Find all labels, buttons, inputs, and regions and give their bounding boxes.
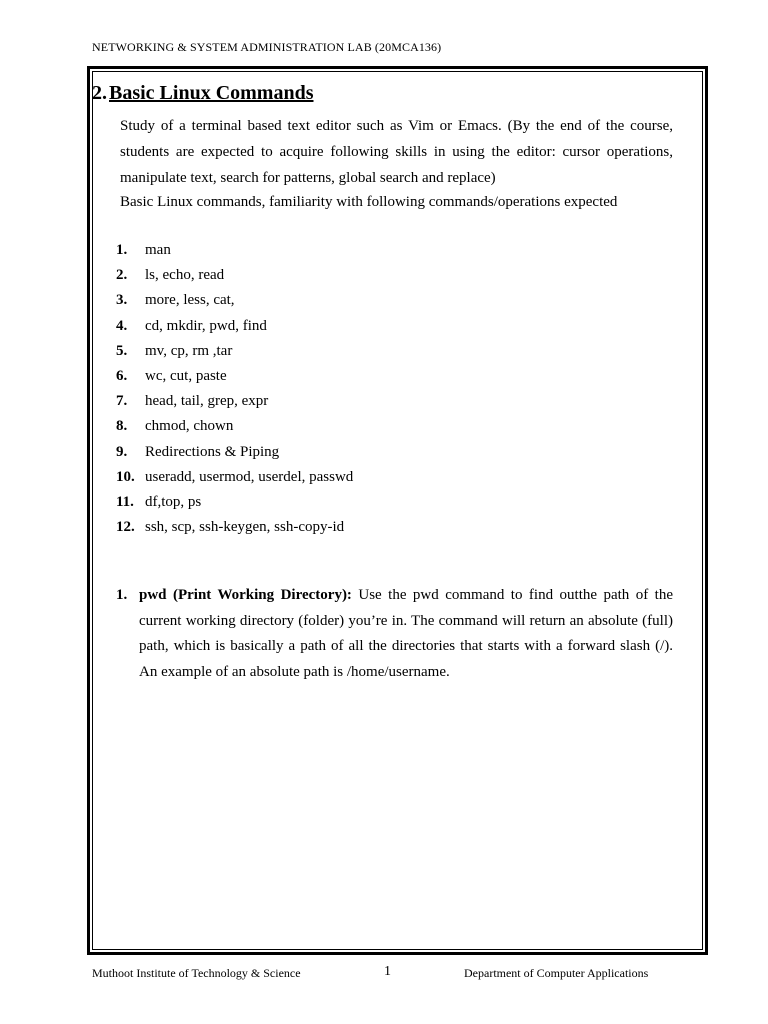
command-list: [116, 240, 353, 542]
list-item-number: 4.: [116, 317, 128, 334]
list-item-text: ssh, scp, ssh-keygen, ssh-copy-id: [145, 519, 345, 536]
description-term: pwd (Print Working Directory):: [139, 587, 352, 603]
description-text: Use the pwd command to find outthe path of the current working directory (folder) you’re in. The command will return an absolute (full) path, which is basically a path of all the directories that starts with a forward slash (/). An example of an absolute path is /home/username.: [139, 587, 674, 680]
list-item: [116, 240, 353, 265]
description-number: 1.: [116, 587, 128, 603]
section-heading: [92, 82, 314, 105]
list-item-text: head, tail, grep, expr: [145, 393, 269, 410]
list-item-number: 5.: [116, 342, 128, 359]
list-item: [116, 467, 353, 492]
list-item-text: df,top, ps: [145, 493, 202, 510]
list-item: [116, 265, 353, 290]
section-title: Basic Linux Commands: [109, 82, 314, 104]
list-item-text: ls, echo, read: [145, 267, 225, 284]
list-item-text: Redirections & Piping: [145, 443, 280, 460]
list-item-text: more, less, cat,: [145, 292, 235, 309]
page-header: NETWORKING & SYSTEM ADMINISTRATION LAB (20MCA136): [92, 40, 442, 54]
list-item-text: chmod, chown: [145, 418, 234, 435]
description-body: [139, 583, 673, 685]
list-item-text: cd, mkdir, pwd, find: [145, 317, 267, 334]
list-item: [116, 391, 353, 416]
footer-department: Department of Computer Applications: [464, 966, 649, 980]
section-number: 2.: [92, 82, 107, 104]
list-item: [116, 366, 353, 391]
list-item-number: 7.: [116, 393, 128, 410]
page-number: 1: [384, 964, 391, 979]
list-item-number: 3.: [116, 292, 128, 309]
list-item-number: 1.: [116, 242, 128, 258]
list-item: [116, 290, 353, 315]
intro-paragraph-commands: Basic Linux commands, familiarity with following commands/operations expected: [120, 194, 618, 210]
list-item-text: wc, cut, paste: [145, 367, 227, 384]
list-item-number: 10.: [116, 468, 135, 485]
list-item-number: 11.: [116, 493, 134, 510]
intro-paragraph: Study of a terminal based text editor such as Vim or Emacs. (By the end of the course, students are expected to acquire following skills in using the editor: cursor operations, manipulate text, search for patterns, global search and replace): [120, 118, 673, 186]
command-description: [116, 583, 673, 685]
intro-text: [120, 113, 673, 215]
list-item: [116, 442, 353, 467]
footer-institute: Muthoot Institute of Technology & Science: [92, 966, 301, 980]
list-item-text: man: [145, 242, 171, 258]
list-item-number: 12.: [116, 519, 135, 536]
list-item: [116, 517, 353, 542]
list-item-number: 2.: [116, 267, 128, 284]
list-item: [116, 416, 353, 441]
list-item: [116, 492, 353, 517]
list-item-number: 8.: [116, 418, 128, 435]
list-item-number: 6.: [116, 367, 128, 384]
list-item-text: mv, cp, rm ,tar: [145, 342, 233, 359]
list-item-number: 9.: [116, 443, 128, 460]
list-item: [116, 316, 353, 341]
list-item: [116, 341, 353, 366]
list-item-text: useradd, usermod, userdel, passwd: [145, 468, 354, 485]
